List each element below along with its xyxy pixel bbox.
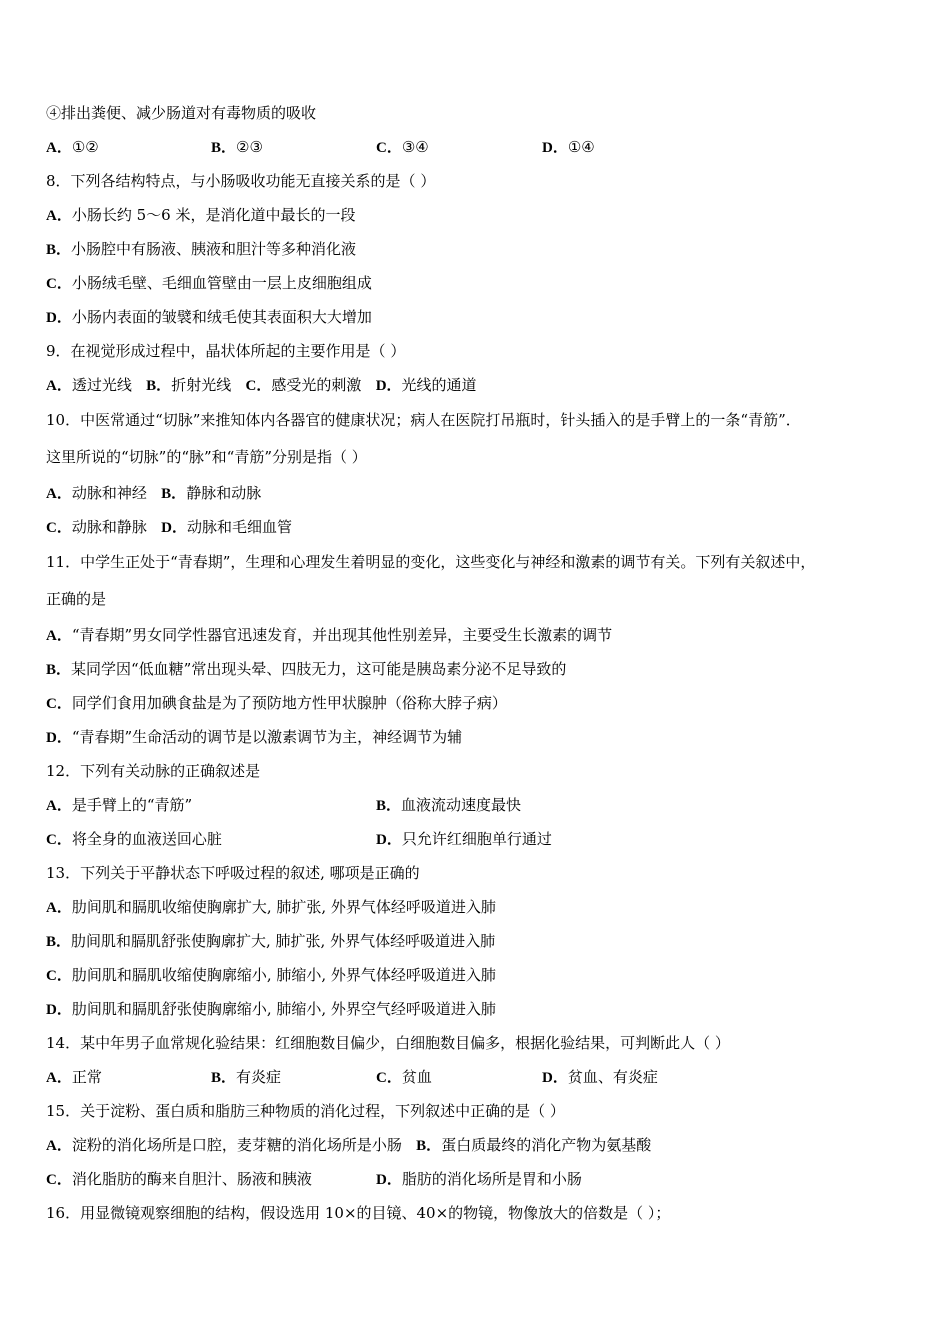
option-letter: D． [46, 1002, 72, 1018]
option-text: 有炎症 [236, 1068, 282, 1086]
question-text: 正确的是 [46, 590, 107, 608]
option-letter: A． [46, 1138, 72, 1154]
option-text: 将全身的血液送回心脏 [71, 830, 222, 848]
text-line [46, 402, 916, 439]
option-text: 是手臂上的“青筋” [71, 796, 193, 814]
option-text: 只允许红细胞单行通过 [401, 830, 552, 848]
option-text: ③④ [401, 138, 429, 156]
question-text: 16．用显微镜观察细胞的结构，假设选用 10×的目镜、40×的物镜，物像放大的倍数是（ ）； [46, 1204, 671, 1222]
option-letter: B． [46, 662, 72, 678]
question-text: 8．下列各结构特点，与小肠吸收功能无直接关系的是（ ） [46, 172, 436, 190]
option-letter: D． [375, 378, 402, 394]
option-text: 某同学因“低血糖”常出现头晕、四肢无力，这可能是胰岛素分泌不足导致的 [71, 660, 567, 678]
option-letter: B． [211, 1070, 237, 1086]
option-letter: A． [46, 208, 72, 224]
option-letter: A． [46, 140, 72, 156]
option-letter: A． [46, 378, 72, 394]
text-line [46, 1094, 916, 1128]
answer-option [376, 1162, 582, 1197]
question-text: 10．中医常通过“切脉”来推知体内各器官的健康状况；病人在医院打吊瓶时，针头插入的是手臂上的一条“青筋”． [46, 411, 801, 429]
answer-option [542, 1060, 658, 1095]
option-letter: B． [161, 486, 187, 502]
answer-option [376, 822, 552, 857]
text-line [46, 754, 916, 788]
text-line [46, 130, 916, 164]
option-text: 肋间肌和膈肌收缩使胸廓扩大, 肺扩张, 外界气体经呼吸道进入肺 [71, 898, 496, 916]
option-text: 小肠腔中有肠液、胰液和胆汁等多种消化液 [71, 240, 357, 258]
option-letter: C． [376, 1070, 402, 1086]
option-text: 肋间肌和膈肌舒张使胸廓扩大, 肺扩张, 外界气体经呼吸道进入肺 [71, 932, 496, 950]
text-line [46, 1196, 916, 1230]
answer-option [46, 1060, 102, 1095]
text-line [46, 368, 916, 402]
option-text: 消化脂肪的酶来自胆汁、肠液和胰液 [71, 1170, 312, 1188]
answer-option [376, 130, 429, 165]
option-letter: C． [46, 520, 72, 536]
option-letter: D． [542, 140, 568, 156]
option-text: 静脉和动脉 [186, 484, 262, 502]
option-letter: D． [542, 1070, 568, 1086]
text-line [46, 788, 916, 822]
text-line [46, 992, 916, 1026]
text-line [46, 890, 916, 924]
answer-option [376, 788, 521, 823]
question-text: ④排出粪便、减少肠道对有毒物质的吸收 [46, 104, 317, 122]
text-line [46, 581, 916, 618]
text-line [46, 334, 916, 368]
option-letter: C． [245, 378, 272, 394]
option-letter: A． [46, 900, 72, 916]
question-text: 15．关于淀粉、蛋白质和脂肪三种物质的消化过程，下列叙述中正确的是（ ） [46, 1102, 565, 1120]
option-text: ①② [71, 138, 99, 156]
option-text: 蛋白质最终的消化产物为氨基酸 [441, 1136, 652, 1154]
option-text: 折射光线 [171, 376, 232, 394]
answer-option [46, 130, 99, 165]
option-letter: D． [376, 1172, 402, 1188]
option-letter: C． [46, 1172, 72, 1188]
option-letter: C． [46, 832, 72, 848]
option-letter: B． [46, 934, 72, 950]
option-letter: B． [416, 1138, 442, 1154]
question-text: 13．下列关于平静状态下呼吸过程的叙述, 哪项是正确的 [46, 864, 420, 882]
answer-option [46, 822, 222, 857]
option-text: 同学们食用加碘食盐是为了预防地方性甲状腺肿（俗称大脖子病） [71, 694, 507, 712]
option-text: ②③ [236, 138, 263, 156]
option-text: ①④ [567, 138, 595, 156]
option-text: 动脉和静脉 [71, 518, 147, 536]
text-line [46, 686, 916, 720]
text-line [46, 958, 916, 992]
option-letter: D． [46, 310, 72, 326]
question-text: 9．在视觉形成过程中，晶状体所起的主要作用是（ ） [46, 342, 406, 360]
option-letter: B． [46, 242, 72, 258]
option-letter: D． [46, 730, 72, 746]
answer-option [46, 788, 192, 823]
option-text: “青春期”生命活动的调节是以激素调节为主，神经调节为辅 [71, 728, 463, 746]
question-text: 14．某中年男子血常规化验结果：红细胞数目偏少，白细胞数目偏多，根据化验结果，可判断此人（ ） [46, 1034, 730, 1052]
option-letter: A． [46, 1070, 72, 1086]
question-text: 这里所说的“切脉”的“脉”和“青筋”分别是指（ ） [46, 448, 367, 466]
option-letter: A． [46, 798, 72, 814]
option-letter: D． [161, 520, 188, 536]
text-line [46, 164, 916, 198]
text-line [46, 232, 916, 266]
text-line [46, 300, 916, 334]
answer-option [211, 1060, 281, 1095]
text-line [46, 924, 916, 958]
option-letter: A． [46, 628, 72, 644]
option-letter: A． [46, 486, 72, 502]
option-text: 肋间肌和膈肌舒张使胸廓缩小, 肺缩小, 外界空气经呼吸道进入肺 [71, 1000, 496, 1018]
text-line [46, 1162, 916, 1196]
text-line [46, 1026, 916, 1060]
option-letter: C． [46, 696, 72, 712]
text-line [46, 544, 916, 581]
option-letter: C． [376, 140, 402, 156]
question-text: 12．下列有关动脉的正确叙述是 [46, 762, 261, 780]
text-line [46, 96, 916, 130]
answer-option [376, 1060, 432, 1095]
option-text: 血液流动速度最快 [401, 796, 522, 814]
text-line [46, 720, 916, 754]
option-text: 透过光线 [71, 376, 132, 394]
option-text: 小肠长约 5～6 米，是消化道中最长的一段 [71, 206, 356, 224]
option-text: 小肠绒毛壁、毛细血管壁由一层上皮细胞组成 [71, 274, 372, 292]
option-text: 脂肪的消化场所是胃和小肠 [401, 1170, 582, 1188]
text-line [46, 1060, 916, 1094]
text-line [46, 198, 916, 232]
document-page [46, 96, 916, 1230]
option-text: 感受光的刺激 [271, 376, 362, 394]
text-line [46, 476, 916, 510]
text-line [46, 266, 916, 300]
option-letter: D． [376, 832, 402, 848]
option-letter: B． [211, 140, 237, 156]
option-text: 贫血 [401, 1068, 432, 1086]
question-text: 11．中学生正处于“青春期”，生理和心理发生着明显的变化，这些变化与神经和激素的调节有关。下列有关叙述中， [46, 553, 816, 571]
text-line [46, 822, 916, 856]
text-line [46, 510, 916, 544]
answer-option [542, 130, 595, 165]
option-letter: C． [46, 276, 72, 292]
answer-option [211, 130, 263, 165]
answer-option [46, 1162, 312, 1197]
text-line [46, 856, 916, 890]
option-letter: B． [376, 798, 402, 814]
option-text: 贫血、有炎症 [567, 1068, 658, 1086]
text-line [46, 618, 916, 652]
option-text: 肋间肌和膈肌收缩使胸廓缩小, 肺缩小, 外界气体经呼吸道进入肺 [71, 966, 496, 984]
text-line [46, 1128, 916, 1162]
text-line [46, 439, 916, 476]
option-text: 光线的通道 [401, 376, 477, 394]
option-text: 动脉和毛细血管 [187, 518, 293, 536]
option-text: “青春期”男女同学性器官迅速发育，并出现其他性别差异，主要受生长激素的调节 [71, 626, 613, 644]
option-text: 淀粉的消化场所是口腔，麦芽糖的消化场所是小肠 [71, 1136, 402, 1154]
option-letter: C． [46, 968, 72, 984]
option-text: 动脉和神经 [71, 484, 147, 502]
text-line [46, 652, 916, 686]
option-text: 小肠内表面的皱襞和绒毛使其表面积大大增加 [71, 308, 372, 326]
option-letter: B． [146, 378, 172, 394]
option-text: 正常 [71, 1068, 102, 1086]
